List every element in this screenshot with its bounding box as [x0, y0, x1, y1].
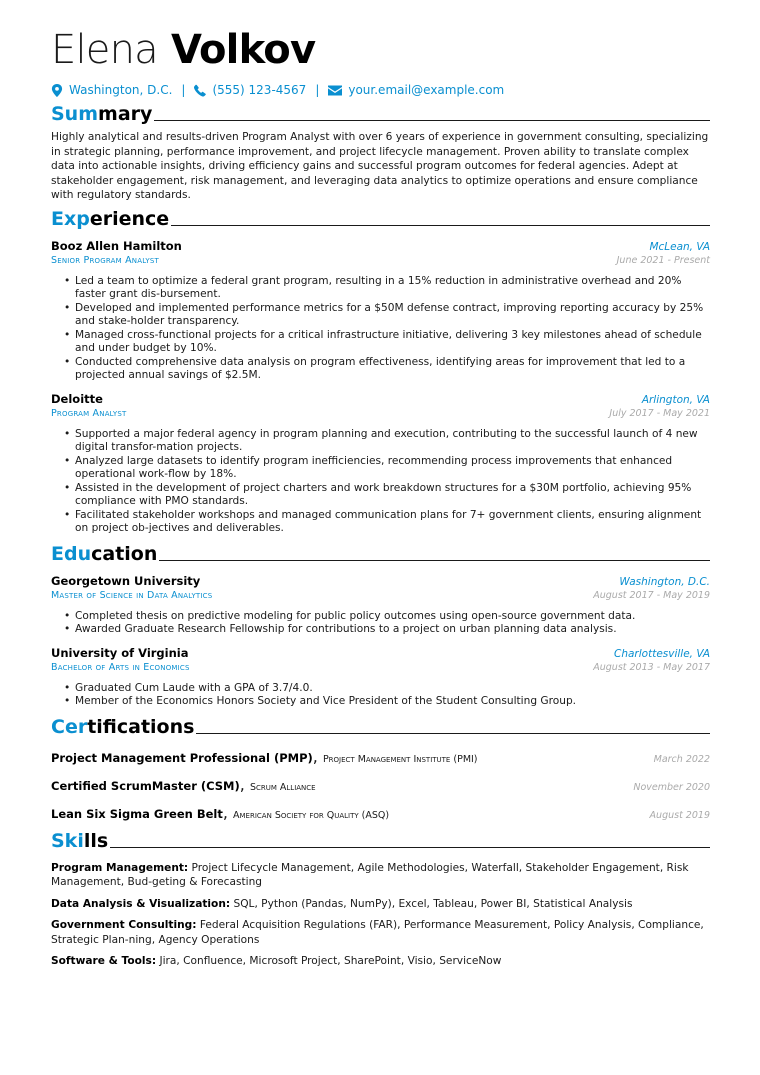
achievement-list	[51, 610, 710, 637]
certification-item: Lean Six Sigma Green Belt, American Society for Quality (ASQ) August 2019	[51, 802, 710, 822]
job-dates: July 2017 - May 2021	[609, 407, 710, 419]
skills-heading: Skills	[51, 830, 710, 852]
certification-date: August 2019	[649, 809, 710, 821]
candidate-name	[51, 26, 710, 74]
education-heading: Education	[51, 543, 710, 565]
skill-list: SQL, Python (Pandas, NumPy), Excel, Tableau, Power BI, Statistical Analysis	[233, 897, 633, 910]
list-item: • Supported a major federal agency in program planning and execution, contributing to the successful launch of 4 new digital transfor-mation projects.	[64, 428, 710, 455]
certification-name: Project Management Professional (PMP)	[51, 750, 313, 765]
degree: Master of Science in Data Analytics	[51, 589, 213, 601]
skill-row	[51, 897, 710, 912]
skill-list: Project Lifecycle Management, Agile Methodologies, Waterfall, Stakeholder Engagement, Risk Management, Bud-geting & Forecasting	[51, 861, 689, 889]
achievement-list	[51, 428, 710, 536]
job-location: Arlington, VA	[641, 393, 710, 406]
certification-issuer: American Society for Quality (ASQ)	[233, 809, 390, 821]
list-item: • Led a team to optimize a federal grant program, resulting in a 15% reduction in administrative overhead and 20% faster grant dis-bursement.	[64, 275, 710, 302]
contact-location	[51, 83, 172, 97]
separator: |	[315, 83, 320, 97]
summary-heading: Summary	[51, 103, 710, 125]
summary-text: Highly analytical and results-driven Program Analyst with over 6 years of experience in government consulting, specializing in strategic planning, performance improvement, and project lifecycle management. Proven ability to translate complex data into actionable insights, driving efficiency gains and successful program outcomes for federal agencies. Adept at stakeholder engagement, risk management, and leveraging data analytics to optimize operations and ensure compliance with regulatory standards.	[51, 131, 709, 202]
job-location: McLean, VA	[649, 240, 710, 253]
certification-name: Certified ScrumMaster (CSM)	[51, 778, 240, 793]
certifications-heading: Certifications	[51, 716, 710, 738]
job-dates: June 2021 - Present	[616, 254, 710, 266]
phone-icon	[194, 84, 206, 97]
contact-email[interactable]	[328, 83, 504, 97]
job-title: Program Analyst	[51, 407, 127, 419]
study-dates: August 2013 - May 2017	[593, 661, 710, 673]
job-title: Senior Program Analyst	[51, 254, 159, 266]
skill-row	[51, 918, 710, 947]
first-name: Elena	[51, 27, 158, 73]
section-divider	[171, 225, 710, 226]
section-divider	[196, 733, 710, 734]
section-divider	[154, 120, 710, 121]
employer-name: Deloitte	[51, 391, 103, 406]
achievement-list	[51, 275, 710, 383]
school-name: Georgetown University	[51, 573, 201, 588]
employer-name: Booz Allen Hamilton	[51, 238, 182, 253]
contact-phone[interactable]	[194, 83, 306, 97]
experience-entry	[51, 392, 710, 536]
list-item: • Assisted in the development of project charters and work breakdown structures for a $30M portfolio, achieving 95% compliance with PMO standards.	[64, 482, 710, 509]
section-divider	[110, 847, 710, 848]
certification-item: Certified ScrumMaster (CSM), Scrum Alliance November 2020	[51, 774, 710, 794]
phone-text: (555) 123-4567	[212, 83, 307, 97]
certification-name: Lean Six Sigma Green Belt	[51, 806, 223, 821]
certification-item: Project Management Professional (PMP), Project Management Institute (PMI) March 2022	[51, 746, 710, 766]
certification-date: November 2020	[633, 781, 710, 793]
list-item: • Completed thesis on predictive modeling for public policy outcomes using open-source government data.	[64, 610, 710, 624]
school-location: Charlottesville, VA	[614, 647, 710, 660]
study-dates: August 2017 - May 2019	[593, 589, 710, 601]
degree: Bachelor of Arts in Economics	[51, 661, 190, 673]
map-pin-icon	[51, 84, 63, 97]
skill-category: Government Consulting:	[51, 919, 197, 932]
school-name: University of Virginia	[51, 645, 189, 660]
experience-entry	[51, 239, 710, 383]
achievement-list	[51, 682, 710, 709]
list-item: • Analyzed large datasets to identify program inefficiencies, recommending process improvements that enhanced operational work-flow by 18%.	[64, 455, 710, 482]
experience-heading: Experience	[51, 208, 710, 230]
certification-date: March 2022	[653, 753, 710, 765]
school-location: Washington, D.C.	[619, 575, 710, 588]
contact-line	[51, 83, 710, 97]
list-item: • Conducted comprehensive data analysis on program effectiveness, identifying areas for improvement that led to a projected annual savings of $2.5M.	[64, 356, 710, 383]
education-entry	[51, 646, 710, 709]
last-name: Volkov	[171, 27, 316, 73]
section-divider	[159, 560, 710, 561]
list-item: • Managed cross-functional projects for a critical infrastructure initiative, delivering 3 key milestones ahead of schedule and under budget by 10%.	[64, 329, 710, 356]
skill-row	[51, 861, 710, 890]
list-item: • Developed and implemented performance metrics for a $50M defense contract, improving reporting accuracy by 25% and stake-holder transparency.	[64, 302, 710, 329]
list-item: • Member of the Economics Honors Society and Vice President of the Student Consulting Group.	[64, 695, 710, 709]
skill-category: Data Analysis & Visualization:	[51, 897, 231, 910]
education-entry	[51, 574, 710, 637]
location-text: Washington, D.C.	[69, 83, 173, 97]
skill-list: Jira, Confluence, Microsoft Project, SharePoint, Visio, ServiceNow	[159, 955, 502, 968]
skill-category: Program Management:	[51, 861, 189, 874]
list-item: • Facilitated stakeholder workshops and managed communication plans for 7+ government clients, ensuring alignment on project ob-jectives and deliverables.	[64, 509, 710, 536]
list-item: • Graduated Cum Laude with a GPA of 3.7/4.0.	[64, 682, 710, 696]
skill-category: Software & Tools:	[51, 955, 157, 968]
envelope-icon	[328, 85, 342, 96]
skill-list: Federal Acquisition Regulations (FAR), Performance Measurement, Policy Analysis, Compliance, Strategic Plan-ning, Agency Operations	[51, 919, 704, 946]
email-link: your.email@example.com	[348, 83, 505, 97]
certification-issuer: Project Management Institute (PMI)	[322, 753, 478, 765]
certification-issuer: Scrum Alliance	[249, 781, 316, 793]
list-item: • Awarded Graduate Research Fellowship for contributions to a project on urban planning data analysis.	[64, 623, 710, 637]
skill-row	[51, 954, 710, 969]
separator: |	[181, 83, 186, 97]
